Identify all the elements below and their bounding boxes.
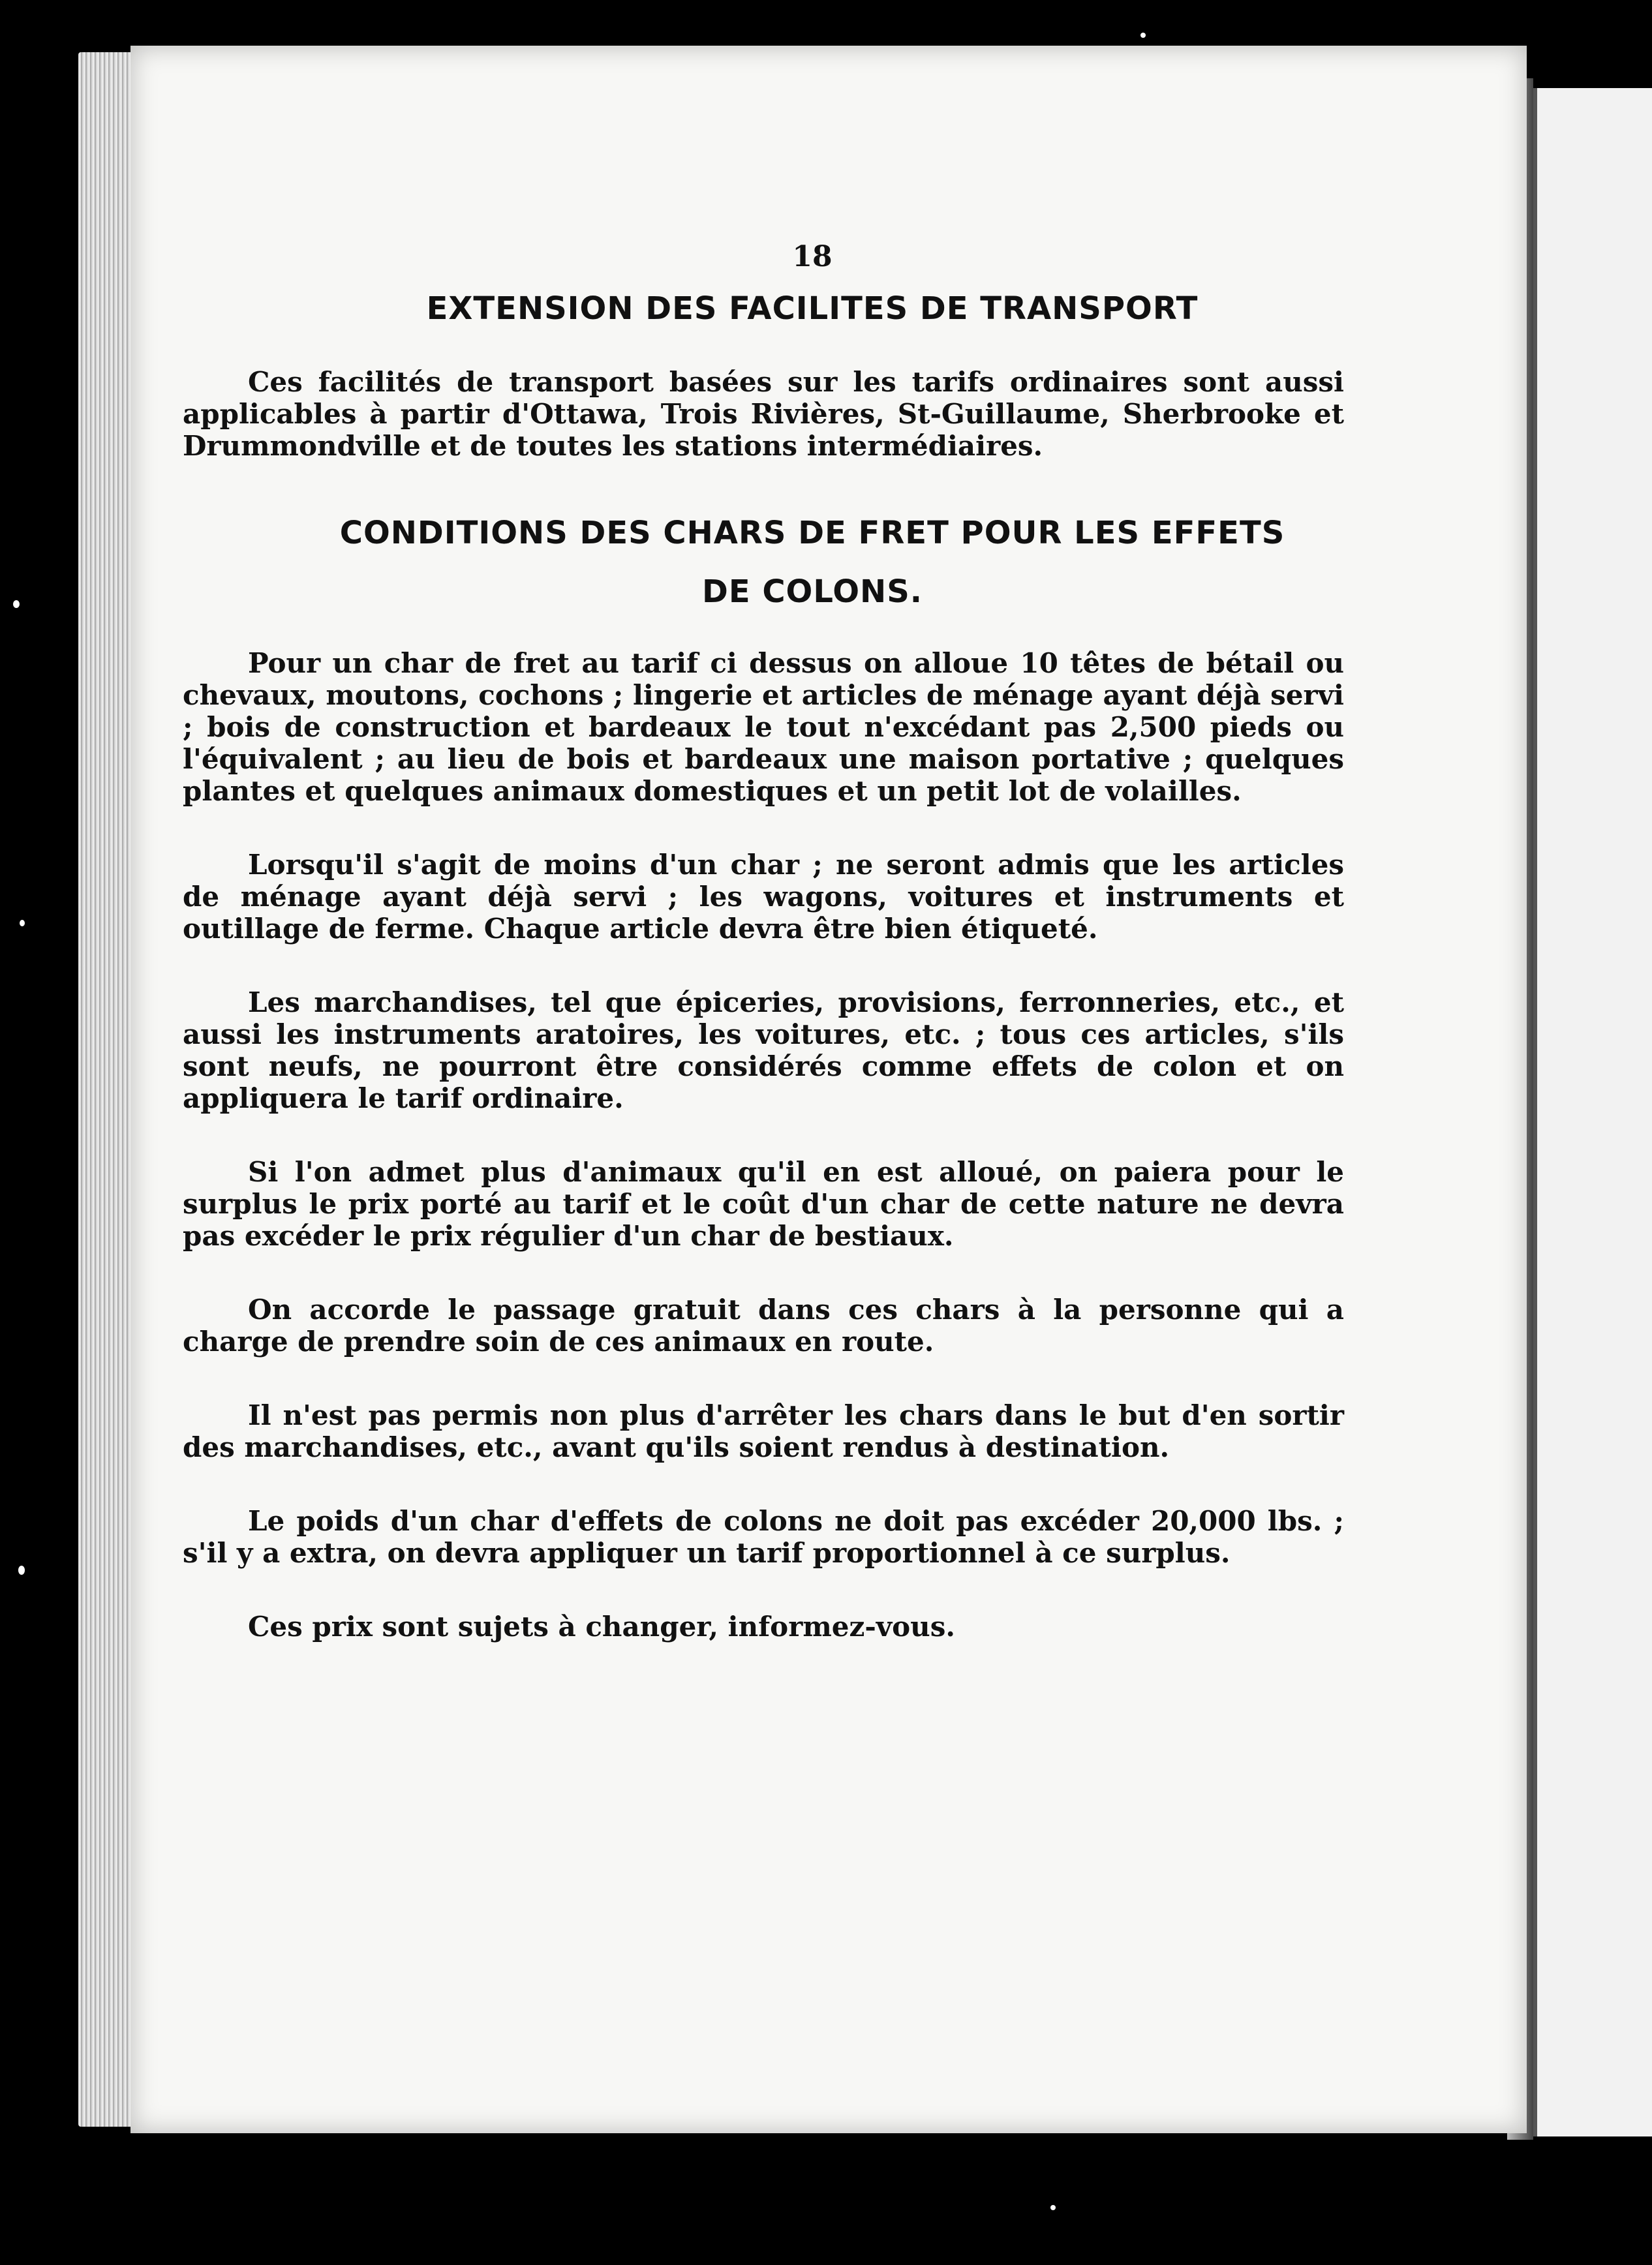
scan-speck (13, 600, 20, 608)
paragraph-1: Ces facilités de transport basées sur les tarifs ordinaires sont aussi applicables à partir d'Ottawa, Trois Rivières, St-Guillaume, Sherbrooke et Drummondville et de toutes les stations intermédiaires. (183, 366, 1344, 462)
paragraph-2: Pour un char de fret au tarif ci dessus on alloue 10 têtes de bétail ou chevaux, moutons, cochons ; lingerie et articles de ménage ayant déjà servi ; bois de construction et bardeaux le tout n'excédant pas 2,500 pieds ou l'équivalent ; au lieu de bois et bardeaux une maison portative ; quelques plantes et quelques animaux domestiques et un petit lot de volailles. (183, 647, 1344, 807)
section-heading-conditions (183, 504, 1344, 621)
page-number: 18 (792, 240, 833, 273)
paragraph-6: On accorde le passage gratuit dans ces chars à la personne qui a charge de prendre soin de ces animaux en route. (183, 1294, 1344, 1358)
section-heading-conditions-line-1: CONDITIONS DES CHARS DE FRET POUR LES EFFETS (339, 515, 1285, 551)
scan-speck (20, 920, 25, 926)
scan-speck (18, 1566, 25, 1575)
paragraph-8: Le poids d'un char d'effets de colons ne doit pas excéder 20,000 lbs. ; s'il y a extra, on devra appliquer un tarif proportionnel à ce surplus. (183, 1505, 1344, 1569)
paragraph-9: Ces prix sont sujets à changer, informez-vous. (248, 1611, 955, 1643)
section-heading-conditions-line-2: DE COLONS. (701, 573, 923, 610)
paragraph-3: Lorsqu'il s'agit de moins d'un char ; ne seront admis que les articles de ménage ayant déjà servi ; les wagons, voitures et instruments et outillage de ferme. Chaque article devra être bien étiqueté. (183, 849, 1344, 945)
paragraph-4: Les marchandises, tel que épiceries, provisions, ferronneries, etc., et aussi les instruments aratoires, les voitures, etc. ; tous ces articles, s'ils sont neufs, ne pourront être considérés comme effets de colon et on appliquera le tarif ordinaire. (183, 986, 1344, 1114)
scan-speck (1140, 33, 1146, 38)
section-heading-transport: EXTENSION DES FACILITES DE TRANSPORT (426, 290, 1199, 327)
adjacent-page-sliver (1533, 88, 1652, 2136)
paragraph-7: Il n'est pas permis non plus d'arrêter les chars dans le but d'en sortir des marchandises, etc., avant qu'ils soient rendus à destination. (183, 1399, 1344, 1463)
scan-speck (1050, 2205, 1056, 2210)
page-content (183, 228, 1344, 1684)
paragraph-5: Si l'on admet plus d'animaux qu'il en est alloué, on paiera pour le surplus le prix porté au tarif et le coût d'un char de cette nature ne devra pas excéder le prix régulier d'un char de bestiaux. (183, 1156, 1344, 1252)
